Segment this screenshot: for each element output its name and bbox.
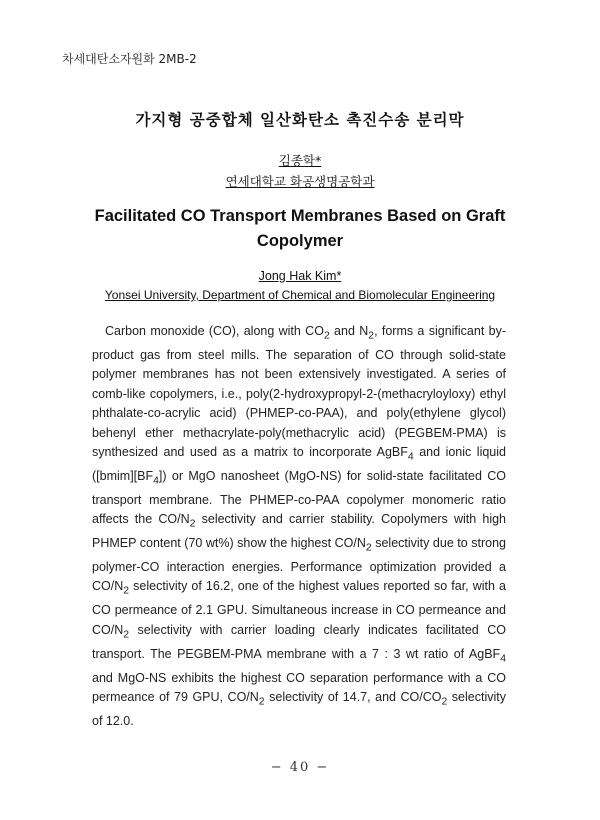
- subscript: 2: [189, 518, 196, 530]
- subscript: 4: [153, 475, 159, 487]
- subscript: 2: [123, 585, 130, 597]
- abstract-text: and MgO-NS exhibits the highest CO separation performance with a CO permeance of 79 GPU, CO/N: [92, 670, 506, 704]
- english-author: Jong Hak Kim*: [258, 269, 342, 283]
- subscript: 2: [441, 696, 448, 708]
- abstract-text: and N: [329, 324, 369, 338]
- abstract-text: selectivity with carrier loading clearly indicates facilitated CO transport. The PEGBEM-PMA membrane with a 7 : 3 wt ratio of AgBF: [92, 622, 506, 661]
- subscript: 2: [365, 542, 372, 554]
- abstract-text: ]) or MgO nanosheet (MgO-NS) for solid-state facilitated CO transport membrane. The PHMEP-co-PAA copolymer monomeric ratio affects the CO/N: [92, 468, 506, 527]
- korean-author: 김종학*: [278, 153, 322, 168]
- korean-title: 가지형 공중합체 일산화탄소 촉진수송 분리막: [135, 111, 465, 129]
- abstract-text: selectivity and carrier stability. Copolymers with high PHMEP content (70 wt%) show the highest CO/N: [92, 512, 507, 551]
- english-affiliation: Yonsei University, Department of Chemical and Biomolecular Engineering: [104, 288, 496, 302]
- abstract-text: and ionic liquid ([bmim][BF: [92, 444, 506, 483]
- subscript: 4: [500, 653, 506, 665]
- subscript: 2: [258, 696, 265, 708]
- abstract-paragraph: [92, 322, 506, 731]
- korean-affiliation: 연세대학교 화공생명공학과: [225, 174, 375, 189]
- abstract-text: selectivity of 16.2, one of the highest values reported so far, with a CO permeance of 2.1 GPU. Simultaneous increase in CO permeance and CO/N: [92, 579, 506, 637]
- page-number: − 40 −: [270, 760, 330, 775]
- english-title: Facilitated CO Transport Membranes Based on Graft Copolymer: [94, 207, 506, 250]
- subscript: 2: [368, 330, 375, 342]
- session-code: 차세대탄소자원화 2MB-2: [62, 52, 197, 66]
- abstract-text: , forms a significant by-product gas from steel mills. The separation of CO through solid-state polymer membranes has not been extensively investigated. A series of comb-like copolymers, i.e., poly(2-hydroxypropyl-2-(methacryloyloxy) ethyl phthalate-co-acrylic acid) (PHMEP-co-PAA), and poly(ethylene glycol) behenyl ether methacrylate-poly(methacrylic acid) (PEGBEM-PMA) is synthesized and used as a matrix to incorporate AgBF: [92, 324, 506, 459]
- subscript: 4: [407, 451, 414, 463]
- abstract-text: selectivity due to strong polymer-CO interaction energies. Performance optimization provided a CO/N: [92, 536, 506, 594]
- subscript: 2: [323, 330, 330, 342]
- abstract-text: Carbon monoxide (CO), along with CO: [105, 324, 324, 338]
- subscript: 2: [123, 629, 130, 641]
- abstract: [92, 322, 506, 731]
- abstract-text: selectivity of 14.7, and CO/CO: [264, 689, 442, 704]
- abstract-text: selectivity of 12.0.: [92, 689, 506, 728]
